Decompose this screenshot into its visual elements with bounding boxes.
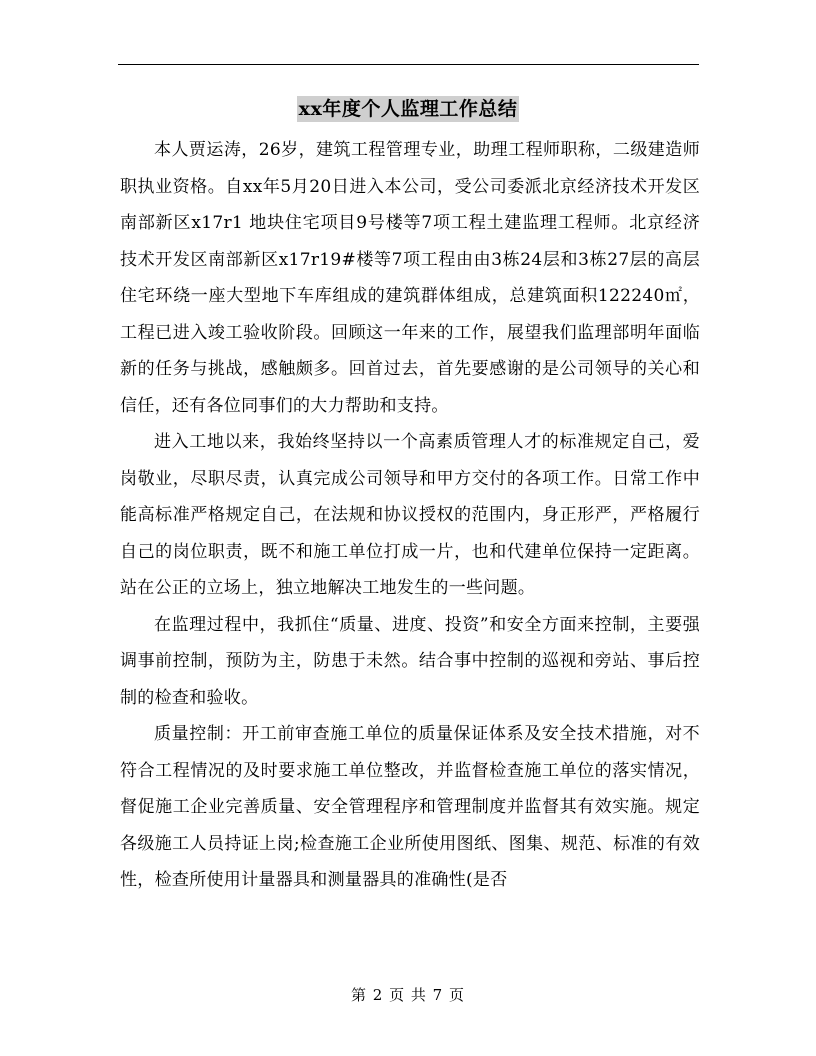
header-rule	[118, 64, 699, 65]
paragraph-intro: 本人贾运涛，26岁，建筑工程管理专业，助理工程师职称，二级建造师职执业资格。自xx年5月20日进入本公司，受公司委派北京经济技术开发区南部新区x17r1 地块住宅项目9号楼等7项工程土建监理工程师。北京经济技术开发区南部新区x17r19#楼等7项工程由由3栋24层和3栋27层的高层住宅环绕一座大型地下车库组成的建筑群体组成，总建筑面积122240㎡，工程已进入竣工验收阶段。回顾这一年来的工作，展望我们监理部明年面临新的任务与挑战，感触颇多。回首过去，首先要感谢的是公司领导的关心和信任，还有各位同事们的大力帮助和支持。	[120, 140, 700, 416]
paragraph-quality-control: 质量控制：开工前审查施工单位的质量保证体系及安全技术措施，对不符合工程情况的及时要求施工单位整改，并监督检查施工单位的落实情况，督促施工企业完善质量、安全管理程序和管理制度并监督其有效实施。规定各级施工人员持证上岗;检查施工企业所使用图纸、图集、规范、标准的有效性，检查所使用计量器具和测量器具的准确性(是否	[120, 724, 700, 890]
document-title: xx年度个人监理工作总结	[298, 98, 518, 120]
page-footer	[0, 985, 816, 1005]
paragraph-control-approach: 在监理过程中，我抓住“质量、进度、投资”和安全方面来控制，主要强调事前控制，预防为主，防患于未然。结合事中控制的巡视和旁站、事后控制的检查和验收。	[120, 614, 700, 708]
document-body	[120, 132, 700, 899]
page-number: 第 2 页 共 7 页	[351, 986, 465, 1004]
paragraph-conduct: 进入工地以来，我始终坚持以一个高素质管理人才的标准规定自己，爱岗敬业，尽职尽责，认真完成公司领导和甲方交付的各项工作。日常工作中能高标准严格规定自己，在法规和协议授权的范围内，身正形严，严格履行自己的岗位职责，既不和施工单位打成一片，也和代建单位保持一定距离。站在公正的立场上，独立地解决工地发生的一些问题。	[120, 432, 700, 598]
title-container	[0, 96, 816, 122]
